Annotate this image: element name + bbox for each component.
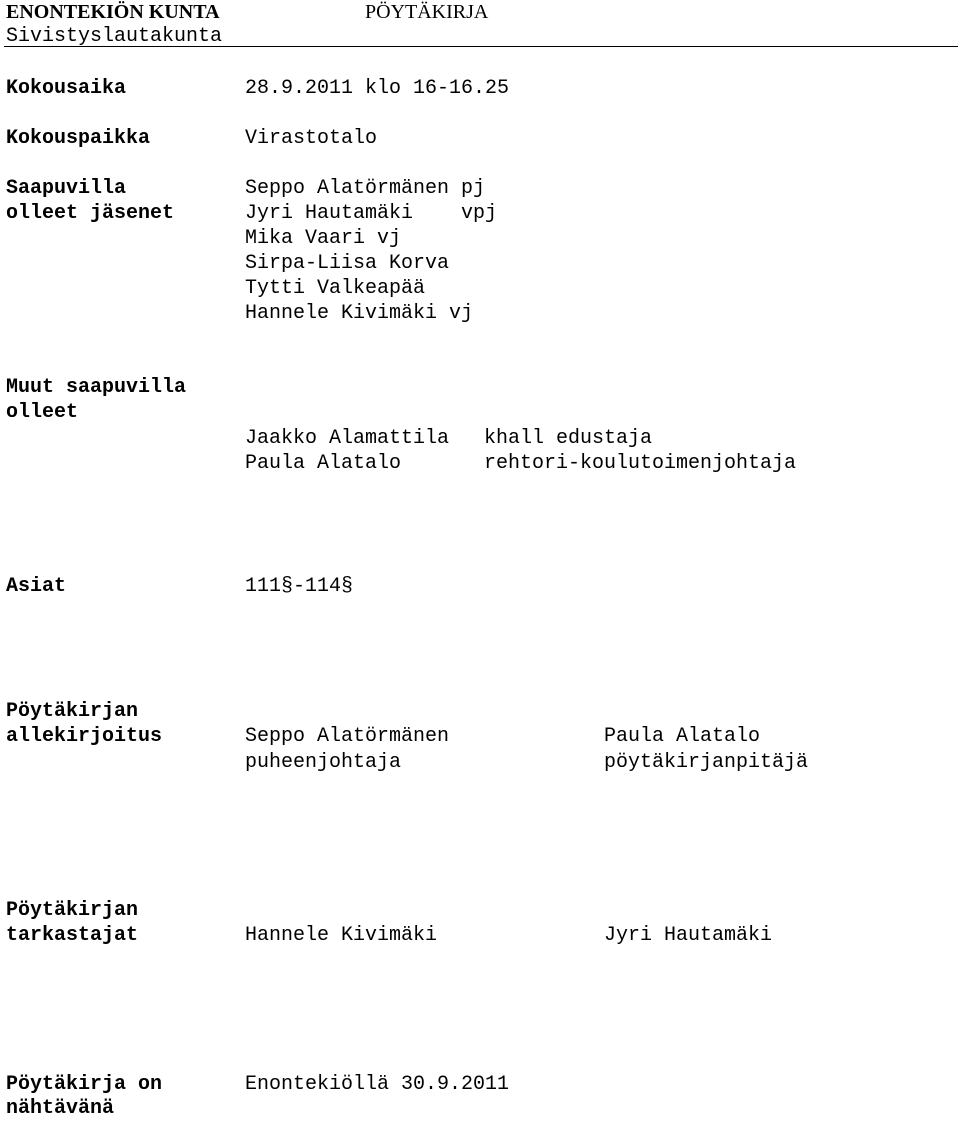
meeting-place-label: Kokouspaikka: [6, 127, 151, 150]
member-item: Mika Vaari vj: [245, 227, 402, 250]
others-label-line1: Muut saapuvilla: [6, 376, 187, 399]
public-display-label-line2: nähtävänä: [6, 1097, 115, 1120]
meeting-time-label: Kokousaika: [6, 77, 127, 100]
items-label: Asiat: [6, 575, 67, 598]
others-label-line2: olleet: [6, 401, 79, 424]
members-label-line1: Saapuvilla: [6, 177, 127, 200]
member-item: Sirpa-Liisa Korva: [245, 252, 450, 275]
municipality-name: ENONTEKIÖN KUNTA: [6, 1, 220, 23]
other-attendee-role: khall edustaja: [484, 427, 653, 450]
signer-title: puheenjohtaja: [245, 751, 402, 774]
reviewer-name: Hannele Kivimäki: [245, 924, 438, 947]
signature-label-line2: allekirjoitus: [6, 725, 163, 748]
signer-name: Paula Alatalo: [604, 725, 761, 748]
reviewers-label-line2: tarkastajat: [6, 924, 139, 947]
signer-name: Seppo Alatörmänen: [245, 725, 450, 748]
signer-title: pöytäkirjanpitäjä: [604, 751, 809, 774]
meeting-place-value: Virastotalo: [245, 127, 378, 150]
document-type: PÖYTÄKIRJA: [365, 1, 489, 23]
items-value: 111§-114§: [245, 575, 354, 598]
member-item: Hannele Kivimäki vj: [245, 302, 474, 325]
header-divider: [4, 46, 958, 47]
other-attendee-role: rehtori-koulutoimenjohtaja: [484, 452, 797, 475]
member-item: Seppo Alatörmänen pj: [245, 177, 486, 200]
committee-name: Sivistyslautakunta: [6, 25, 223, 48]
members-label-line2: olleet jäsenet: [6, 202, 175, 225]
member-item: Tytti Valkeapää: [245, 277, 426, 300]
other-attendee-name: Paula Alatalo: [245, 452, 402, 475]
public-display-label-line1: Pöytäkirja on: [6, 1073, 163, 1096]
reviewer-name: Jyri Hautamäki: [604, 924, 773, 947]
other-attendee-name: Jaakko Alamattila: [245, 427, 450, 450]
member-item: Jyri Hautamäki vpj: [245, 202, 498, 225]
meeting-time-value: 28.9.2011 klo 16-16.25: [245, 77, 510, 100]
signature-label-line1: Pöytäkirjan: [6, 700, 139, 723]
reviewers-label-line1: Pöytäkirjan: [6, 899, 139, 922]
public-display-value: Enontekiöllä 30.9.2011: [245, 1073, 510, 1096]
